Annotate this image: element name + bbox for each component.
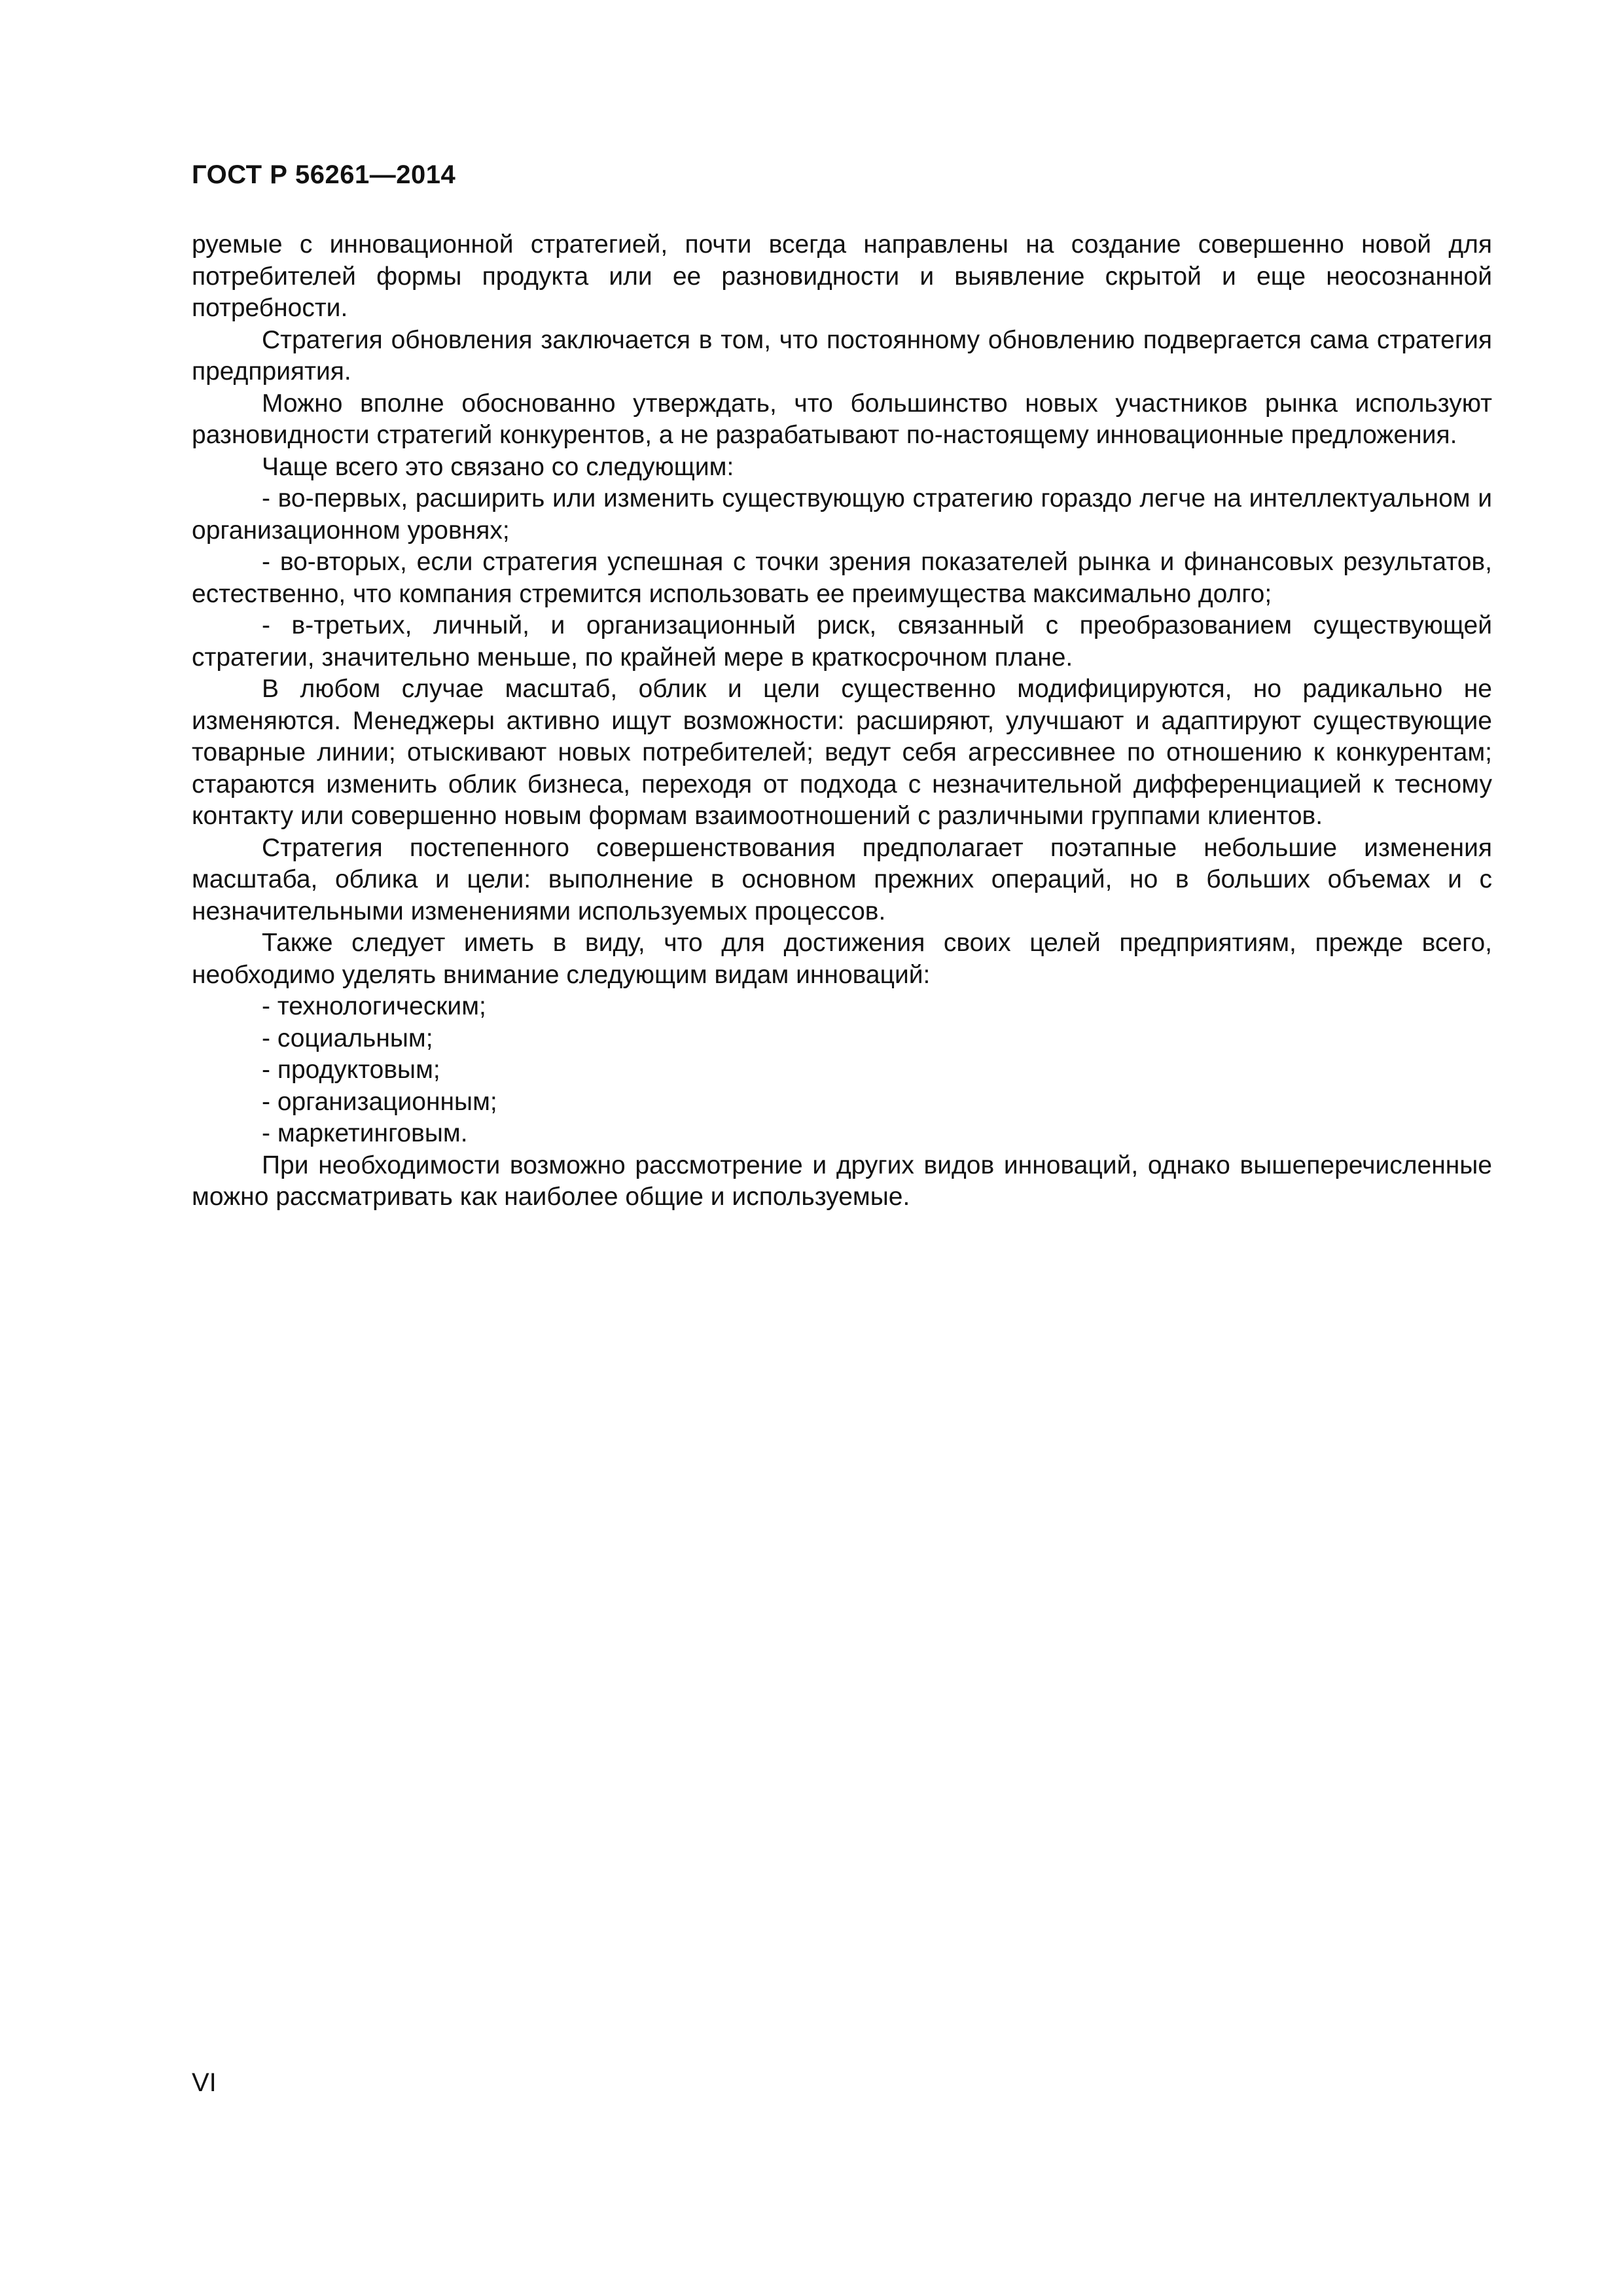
- paragraph: Также следует иметь в виду, что для достижения своих целей предприятиям, прежде всего, необходимо уделять внимание следующим видам инноваций:: [192, 929, 1492, 989]
- paragraph: Стратегия постепенного совершенствования предполагает поэтапные небольшие изменения масштаба, облика и цели: выполнение в основном прежних операций, но в больших объемах и с незначительными изменениями используемых процессов.: [192, 833, 1492, 925]
- list-item: - во-вторых, если стратегия успешная с точки зрения показателей рынка и финансовых результатов, естественно, что компания стремится использовать ее преимущества максимально долго;: [192, 548, 1492, 608]
- list-item: - технологическим;: [262, 992, 486, 1020]
- list-item: - продуктовым;: [262, 1056, 440, 1084]
- list-item: - организационным;: [262, 1087, 497, 1116]
- list-item: - в-третьих, личный, и организационный риск, связанный с преобразованием существующей стратегии, значительно меньше, по крайней мере в краткосрочном плане.: [192, 611, 1492, 672]
- paragraph: Чаще всего это связано со следующим:: [262, 452, 734, 481]
- list-item: - во-первых, расширить или изменить существующую стратегию гораздо легче на интеллектуальном и организационном уровнях;: [192, 484, 1492, 545]
- document-header-id: ГОСТ Р 56261—2014: [192, 160, 456, 189]
- paragraph: В любом случае масштаб, облик и цели существенно модифицируются, но радикально не изменяются. Менеджеры активно ищут возможности: расширяют, улучшают и адаптируют существующие товарные линии; отыскивают новых потребителей; ведут себя агрессивнее по отношению к конкурентам; стараются изменить облик бизнеса, переходя от подхода с незначительной дифференциацией к тесному контакту или совершенно новым формам взаимоотношений с различными группами клиентов.: [192, 675, 1492, 830]
- paragraph: руемые с инновационной стратегией, почти всегда направлены на создание совершенно новой для потребителей формы продукта или ее разновидности и выявление скрытой и еще неосознанной потребности.: [192, 230, 1492, 322]
- paragraph: Можно вполне обоснованно утверждать, что большинство новых участников рынка используют разновидности стратегий конкурентов, а не разрабатывают по-настоящему инновационные предложения.: [192, 389, 1492, 449]
- list-item: - социальным;: [262, 1024, 433, 1052]
- page-number: VI: [192, 2068, 217, 2097]
- body-text: [192, 229, 1492, 1213]
- paragraph: Стратегия обновления заключается в том, что постоянному обновлению подвергается сама стратегия предприятия.: [192, 325, 1492, 386]
- list-item: - маркетинговым.: [262, 1119, 468, 1147]
- paragraph: При необходимости возможно рассмотрение и других видов инноваций, однако вышеперечисленные можно рассматривать как наиболее общие и используемые.: [192, 1151, 1492, 1211]
